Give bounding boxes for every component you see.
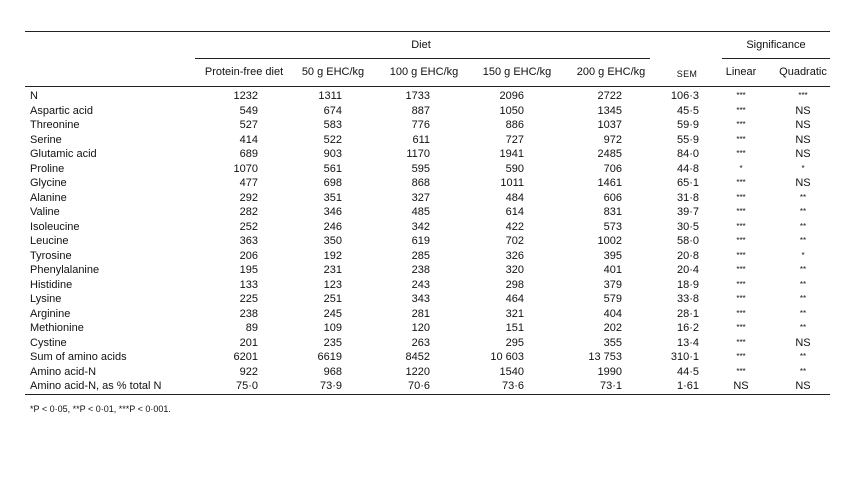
cell-value: 225: [239, 293, 258, 305]
cell-linear: ***: [736, 265, 746, 274]
cell-value: 485: [411, 206, 430, 218]
row-label: Amino acid-N: [30, 365, 97, 378]
cell-quadratic: NS: [795, 148, 811, 160]
cell-sem: 55·9: [676, 133, 699, 146]
cell-linear: NS: [733, 380, 749, 392]
footnote: *P < 0·05, **P < 0·01, ***P < 0·001.: [30, 404, 171, 414]
cell-value: 1461: [597, 177, 622, 189]
cell-value: 192: [323, 249, 342, 262]
cell-value: 8452: [405, 351, 430, 363]
cell-linear: ***: [736, 294, 746, 303]
col-header-50: 50 g EHC/kg: [301, 66, 365, 78]
cell-value: 1011: [500, 177, 524, 189]
row-label: Alanine: [30, 191, 67, 204]
cell-linear: ***: [736, 250, 746, 260]
cell-value: 70·6: [407, 380, 430, 392]
cell-value: 401: [603, 264, 622, 276]
cell-value: 674: [323, 104, 342, 117]
row-label: Threonine: [30, 119, 80, 131]
cell-value: 522: [323, 133, 342, 146]
row-label: Lysine: [30, 293, 62, 305]
cell-quadratic: **: [799, 207, 807, 216]
cell-value: 1733: [405, 90, 430, 102]
cell-value: 298: [505, 278, 524, 291]
cell-value: 689: [239, 148, 258, 160]
col-header-sem: SEM: [676, 69, 698, 79]
cell-linear: ***: [736, 352, 746, 361]
row-label: Tyrosine: [30, 249, 72, 262]
cell-quadratic: NS: [795, 380, 811, 392]
cell-linear: ***: [736, 149, 746, 158]
cell-value: 243: [411, 278, 430, 291]
cell-value: 1050: [499, 104, 524, 117]
table-row: [0, 90, 860, 104]
cell-value: 327: [411, 191, 430, 204]
cell-value: 1070: [233, 162, 258, 175]
diet-span-rule: [195, 58, 650, 59]
cell-linear: ***: [736, 91, 746, 100]
cell-quadratic: **: [799, 221, 807, 231]
table-row: [0, 351, 860, 365]
table-row: [0, 163, 860, 177]
cell-value: 263: [411, 336, 430, 349]
cell-quadratic: **: [799, 294, 807, 303]
cell-sem: 16·2: [676, 322, 699, 334]
cell-value: 1311: [318, 90, 342, 102]
cell-value: 1540: [499, 365, 524, 378]
cell-value: 1037: [597, 119, 622, 131]
cell-value: 972: [603, 133, 622, 146]
cell-quadratic: NS: [795, 119, 811, 131]
table-row: [0, 148, 860, 162]
cell-sem: 44·5: [676, 365, 699, 378]
col-header-200: 200 g EHC/kg: [576, 66, 646, 78]
cell-value: 238: [411, 264, 430, 276]
cell-value: 727: [505, 133, 524, 146]
cell-value: 351: [323, 191, 342, 204]
cell-quadratic: NS: [795, 104, 811, 117]
cell-value: 706: [603, 162, 622, 175]
cell-value: 868: [411, 177, 430, 189]
table-row: [0, 264, 860, 278]
row-label: Serine: [30, 133, 62, 146]
cell-quadratic: NS: [795, 336, 811, 349]
cell-value: 251: [323, 293, 342, 305]
row-label: Methionine: [30, 322, 84, 334]
cell-linear: ***: [736, 279, 746, 289]
cell-value: 75·0: [235, 380, 258, 392]
cell-quadratic: **: [799, 236, 807, 245]
cell-quadratic: **: [799, 265, 807, 274]
cell-sem: 106·3: [670, 90, 699, 102]
cell-value: 903: [323, 148, 342, 160]
row-label: Arginine: [30, 307, 71, 320]
cell-value: 614: [505, 206, 524, 218]
cell-value: 202: [603, 322, 622, 334]
cell-sem: 39·7: [676, 206, 699, 218]
cell-quadratic: ***: [798, 91, 808, 100]
cell-linear: ***: [736, 207, 746, 216]
cell-quadratic: *: [801, 163, 805, 173]
cell-value: 573: [603, 220, 622, 233]
cell-sem: 20·4: [676, 264, 699, 276]
cell-value: 89: [245, 322, 258, 334]
table-row: [0, 206, 860, 220]
cell-value: 6201: [233, 351, 258, 363]
cell-linear: ***: [736, 105, 746, 115]
cell-quadratic: NS: [795, 133, 811, 146]
cell-value: 579: [603, 293, 622, 305]
col-header-150: 150 g EHC/kg: [482, 66, 552, 78]
cell-sem: 13·4: [676, 336, 699, 349]
cell-value: 292: [239, 191, 258, 204]
cell-linear: ***: [736, 120, 746, 129]
cell-value: 776: [411, 119, 430, 131]
cell-value: 702: [505, 235, 524, 247]
cell-quadratic: **: [799, 279, 807, 289]
row-label: N: [30, 90, 38, 102]
cell-value: 395: [603, 249, 622, 262]
cell-value: 295: [505, 336, 524, 349]
table-row: [0, 380, 860, 394]
cell-value: 285: [411, 249, 430, 262]
cell-sem: 20·8: [676, 249, 699, 262]
cell-quadratic: **: [799, 308, 807, 318]
row-label: Cystine: [30, 336, 67, 349]
cell-linear: ***: [736, 337, 746, 347]
table-bottom-rule: [25, 394, 830, 395]
cell-value: 484: [505, 191, 524, 204]
table-row: [0, 293, 860, 307]
cell-sem: 58·0: [676, 235, 699, 247]
table-row: [0, 177, 860, 191]
cell-value: 120: [411, 322, 430, 334]
cell-value: 1941: [499, 148, 524, 160]
cell-value: 1345: [597, 104, 622, 117]
cell-value: 583: [323, 119, 342, 131]
cell-value: 13 753: [588, 351, 622, 363]
cell-linear: *: [739, 163, 743, 173]
cell-value: 1990: [597, 365, 622, 378]
cell-value: 549: [239, 104, 258, 117]
cell-linear: ***: [736, 134, 746, 144]
cell-linear: ***: [736, 192, 746, 202]
row-label: Histidine: [30, 278, 73, 291]
cell-value: 1232: [233, 90, 258, 102]
cell-value: 238: [239, 307, 258, 320]
cell-value: 1170: [406, 148, 430, 160]
cell-value: 321: [505, 307, 524, 320]
cell-sem: 59·9: [676, 119, 699, 131]
cell-sem: 310·1: [670, 351, 699, 363]
cell-linear: ***: [736, 236, 746, 245]
cell-sem: 30·5: [676, 220, 699, 233]
cell-value: 355: [603, 336, 622, 349]
cell-value: 282: [239, 206, 258, 218]
cell-sem: 28·1: [676, 307, 699, 320]
cell-sem: 45·5: [676, 104, 699, 117]
cell-quadratic: **: [799, 352, 807, 361]
cell-sem: 84·0: [676, 148, 699, 160]
cell-value: 1220: [405, 365, 430, 378]
table-top-rule: [25, 31, 830, 32]
cell-quadratic: **: [799, 323, 807, 332]
cell-value: 235: [323, 336, 342, 349]
row-label: Glycine: [30, 177, 67, 189]
cell-value: 477: [239, 177, 258, 189]
cell-sem: 44·8: [676, 162, 699, 175]
cell-value: 245: [323, 307, 342, 320]
cell-value: 73·1: [599, 380, 622, 392]
cell-quadratic: **: [799, 192, 807, 202]
cell-value: 831: [603, 206, 622, 218]
cell-value: 414: [239, 133, 258, 146]
cell-linear: ***: [736, 221, 746, 231]
cell-value: 320: [505, 264, 524, 276]
row-label: Valine: [30, 206, 60, 218]
cell-value: 922: [239, 365, 258, 378]
row-label: Leucine: [30, 235, 69, 247]
row-label: Proline: [30, 162, 65, 175]
cell-quadratic: **: [799, 366, 807, 376]
cell-value: 252: [239, 220, 258, 233]
cell-linear: ***: [736, 308, 746, 318]
cell-value: 342: [411, 220, 430, 233]
row-label: Sum of amino acids: [30, 351, 127, 363]
table-row: [0, 119, 860, 133]
cell-value: 698: [323, 177, 342, 189]
cell-value: 109: [323, 322, 342, 334]
cell-linear: ***: [736, 366, 746, 376]
cell-value: 422: [505, 220, 524, 233]
row-label: Isoleucine: [30, 220, 80, 233]
significance-group-header: Significance: [746, 39, 806, 51]
diet-group-header: Diet: [411, 39, 431, 51]
cell-value: 6619: [317, 351, 342, 363]
cell-sem: 1·61: [676, 380, 699, 392]
col-header-100: 100 g EHC/kg: [389, 66, 459, 78]
cell-value: 281: [411, 307, 430, 320]
cell-value: 346: [323, 206, 342, 218]
cell-quadratic: NS: [795, 177, 811, 189]
cell-value: 195: [239, 264, 258, 276]
cell-value: 2722: [597, 90, 622, 102]
col-header-linear: Linear: [725, 66, 757, 78]
cell-value: 527: [239, 119, 258, 131]
cell-value: 326: [505, 249, 524, 262]
cell-value: 379: [603, 278, 622, 291]
significance-span-rule: [722, 58, 830, 59]
cell-value: 2096: [499, 90, 524, 102]
cell-value: 343: [411, 293, 430, 305]
table-row: [0, 279, 860, 293]
col-header-quadratic: Quadratic: [779, 66, 827, 78]
cell-value: 246: [323, 220, 342, 233]
cell-value: 561: [323, 162, 342, 175]
cell-value: 404: [603, 307, 622, 320]
cell-value: 350: [323, 235, 342, 247]
cell-value: 123: [323, 278, 342, 291]
header-bottom-rule: [25, 86, 830, 87]
cell-value: 73·9: [319, 380, 342, 392]
cell-value: 595: [411, 162, 430, 175]
table-row: [0, 337, 860, 351]
col-header-protein-free: Protein-free diet: [204, 66, 284, 78]
row-label: Glutamic acid: [30, 148, 97, 160]
cell-value: 590: [505, 162, 524, 175]
cell-value: 464: [505, 293, 524, 305]
table-row: [0, 250, 860, 264]
cell-value: 133: [239, 278, 258, 291]
cell-sem: 18·9: [676, 278, 699, 291]
cell-linear: ***: [736, 178, 746, 187]
row-label: Amino acid-N, as % total N: [30, 380, 162, 392]
table-row: [0, 105, 860, 119]
table-row: [0, 192, 860, 206]
table-row: [0, 366, 860, 380]
table-row: [0, 221, 860, 235]
cell-value: 968: [323, 365, 342, 378]
cell-value: 201: [239, 336, 258, 349]
cell-value: 1002: [597, 235, 622, 247]
cell-value: 73·6: [501, 380, 524, 392]
table-row: [0, 322, 860, 336]
cell-value: 363: [239, 235, 258, 247]
cell-value: 231: [323, 264, 342, 276]
cell-sem: 31·8: [676, 191, 699, 204]
cell-quadratic: *: [801, 250, 805, 260]
cell-value: 619: [411, 235, 430, 247]
cell-value: 206: [239, 249, 258, 262]
cell-value: 151: [505, 322, 524, 334]
cell-value: 2485: [597, 148, 622, 160]
cell-linear: ***: [736, 323, 746, 332]
cell-value: 887: [411, 104, 430, 117]
table-row: [0, 235, 860, 249]
cell-value: 606: [603, 191, 622, 204]
table-row: [0, 134, 860, 148]
cell-value: 611: [412, 133, 430, 146]
cell-value: 10 603: [490, 351, 524, 363]
table-row: [0, 308, 860, 322]
row-label: Aspartic acid: [30, 104, 93, 117]
cell-sem: 33·8: [676, 293, 699, 305]
cell-value: 886: [505, 119, 524, 131]
row-label: Phenylalanine: [30, 264, 100, 276]
cell-sem: 65·1: [676, 177, 699, 189]
